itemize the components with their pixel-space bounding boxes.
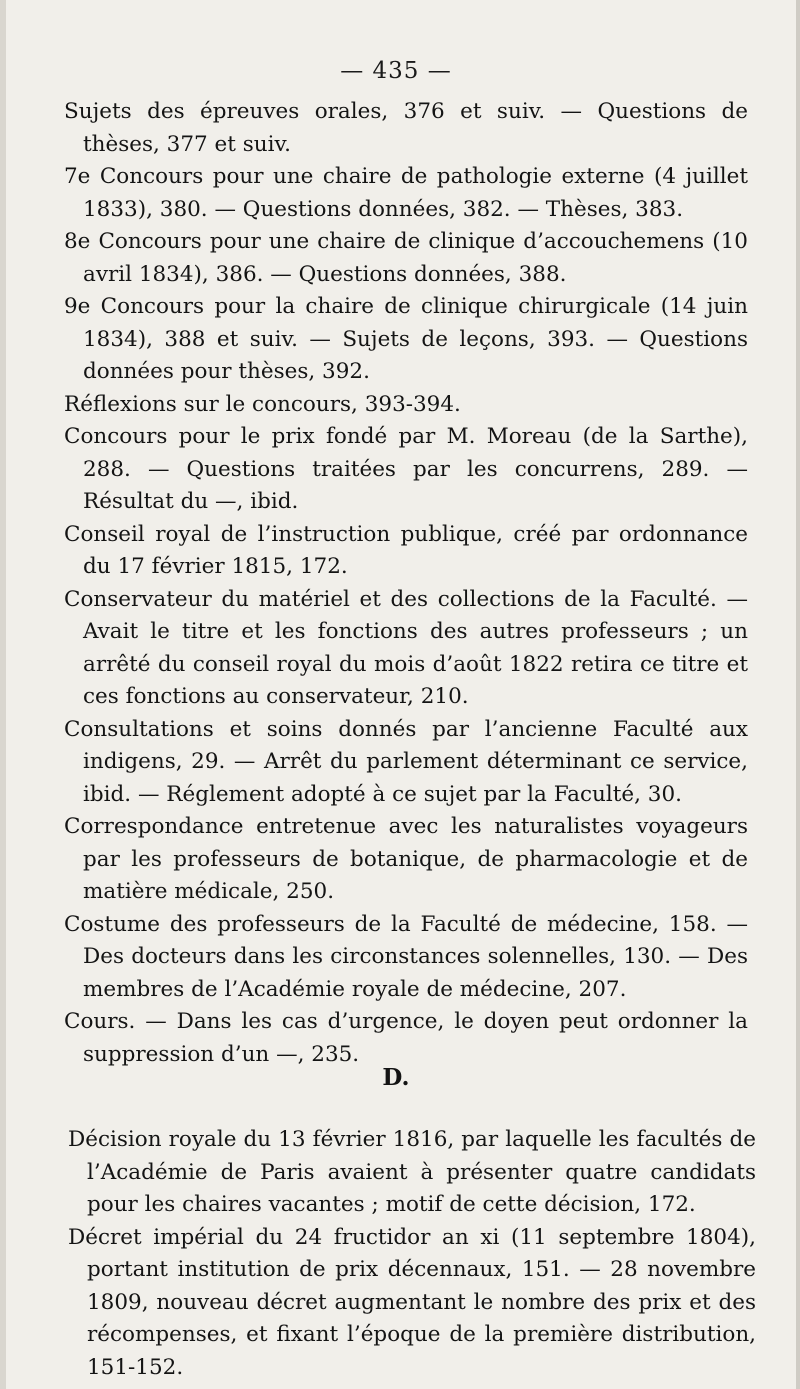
index-entry bbox=[64, 714, 748, 812]
index-entry bbox=[68, 1124, 756, 1222]
index-entry bbox=[64, 421, 748, 519]
entry-text: Correspondance entretenue avec les naturalistes voyageurs par les professeurs de botanique, de pharmacologie et de matière médicale, 250. bbox=[64, 814, 748, 904]
index-entry bbox=[64, 811, 748, 909]
index-entry bbox=[68, 1222, 756, 1385]
index-entry bbox=[64, 291, 748, 389]
index-entry bbox=[64, 909, 748, 1007]
index-entry bbox=[64, 1006, 748, 1071]
entry-text: Conseil royal de l’instruction publique, créé par ordonnance du 17 février 1815, 172. bbox=[64, 521, 748, 579]
index-entry bbox=[64, 96, 748, 161]
entry-text: Décision royale du 13 février 1816, par laquelle les facultés de l’Académie de Paris avaient à présenter quatre candidats pour les chaires vacantes ; motif de cette décision, 172. bbox=[68, 1127, 756, 1217]
entry-text: 7e Concours pour une chaire de pathologie externe (4 juillet 1833), 380. — Questions données, 382. — Thèses, 383. bbox=[64, 164, 748, 222]
index-entry bbox=[64, 389, 748, 422]
entry-text: Réflexions sur le concours, 393-394. bbox=[64, 391, 461, 417]
section-heading: D. bbox=[382, 1064, 410, 1091]
index-entries-d bbox=[68, 1124, 756, 1384]
entry-text: Sujets des épreuves orales, 376 et suiv. — Questions de thèses, 377 et suiv. bbox=[64, 99, 748, 157]
entry-text: 8e Concours pour une chaire de clinique d’accouchemens (10 avril 1834), 386. — Questions données, 388. bbox=[64, 229, 748, 287]
entry-text: 9e Concours pour la chaire de clinique chirurgicale (14 juin 1834), 388 et suiv. — Sujets de leçons, 393. — Questions données pour thèses, 392. bbox=[64, 294, 748, 384]
index-entry bbox=[64, 584, 748, 714]
entry-text: Conservateur du matériel et des collections de la Faculté. — Avait le titre et les fonctions des autres professeurs ; un arrêté du conseil royal du mois d’août 1822 retira ce titre et ces fonctions au conservateur, 210. bbox=[64, 586, 748, 709]
index-entries-c bbox=[64, 96, 748, 1071]
entry-text: Consultations et soins donnés par l’ancienne Faculté aux indigens, 29. — Arrêt du parlement déterminant ce service, ibid. — Réglement adopté à ce sujet par la Faculté, 30. bbox=[64, 716, 748, 807]
index-entry bbox=[64, 519, 748, 584]
page-number: — 435 — bbox=[340, 58, 452, 84]
entry-text: Concours pour le prix fondé par M. Moreau (de la Sarthe), 288. — Questions traitées par les concurrens, 289. — Résultat du —, ibid. bbox=[64, 424, 748, 514]
entry-text: Décret impérial du 24 fructidor an xi (11 septembre 1804), portant institution de prix décennaux, 151. — 28 novembre 1809, nouveau décret augmentant le nombre des prix et des récompenses, et fixant l’époque de la première distribution, 151-152. bbox=[68, 1224, 756, 1380]
index-entry bbox=[64, 226, 748, 291]
index-entry bbox=[64, 161, 748, 226]
entry-text: Cours. — Dans les cas d’urgence, le doyen peut ordonner la suppression d’un —, 235. bbox=[64, 1009, 748, 1067]
entry-text: Costume des professeurs de la Faculté de médecine, 158. — Des docteurs dans les circonstances solennelles, 130. — Des membres de l’Académie royale de médecine, 207. bbox=[64, 911, 748, 1002]
